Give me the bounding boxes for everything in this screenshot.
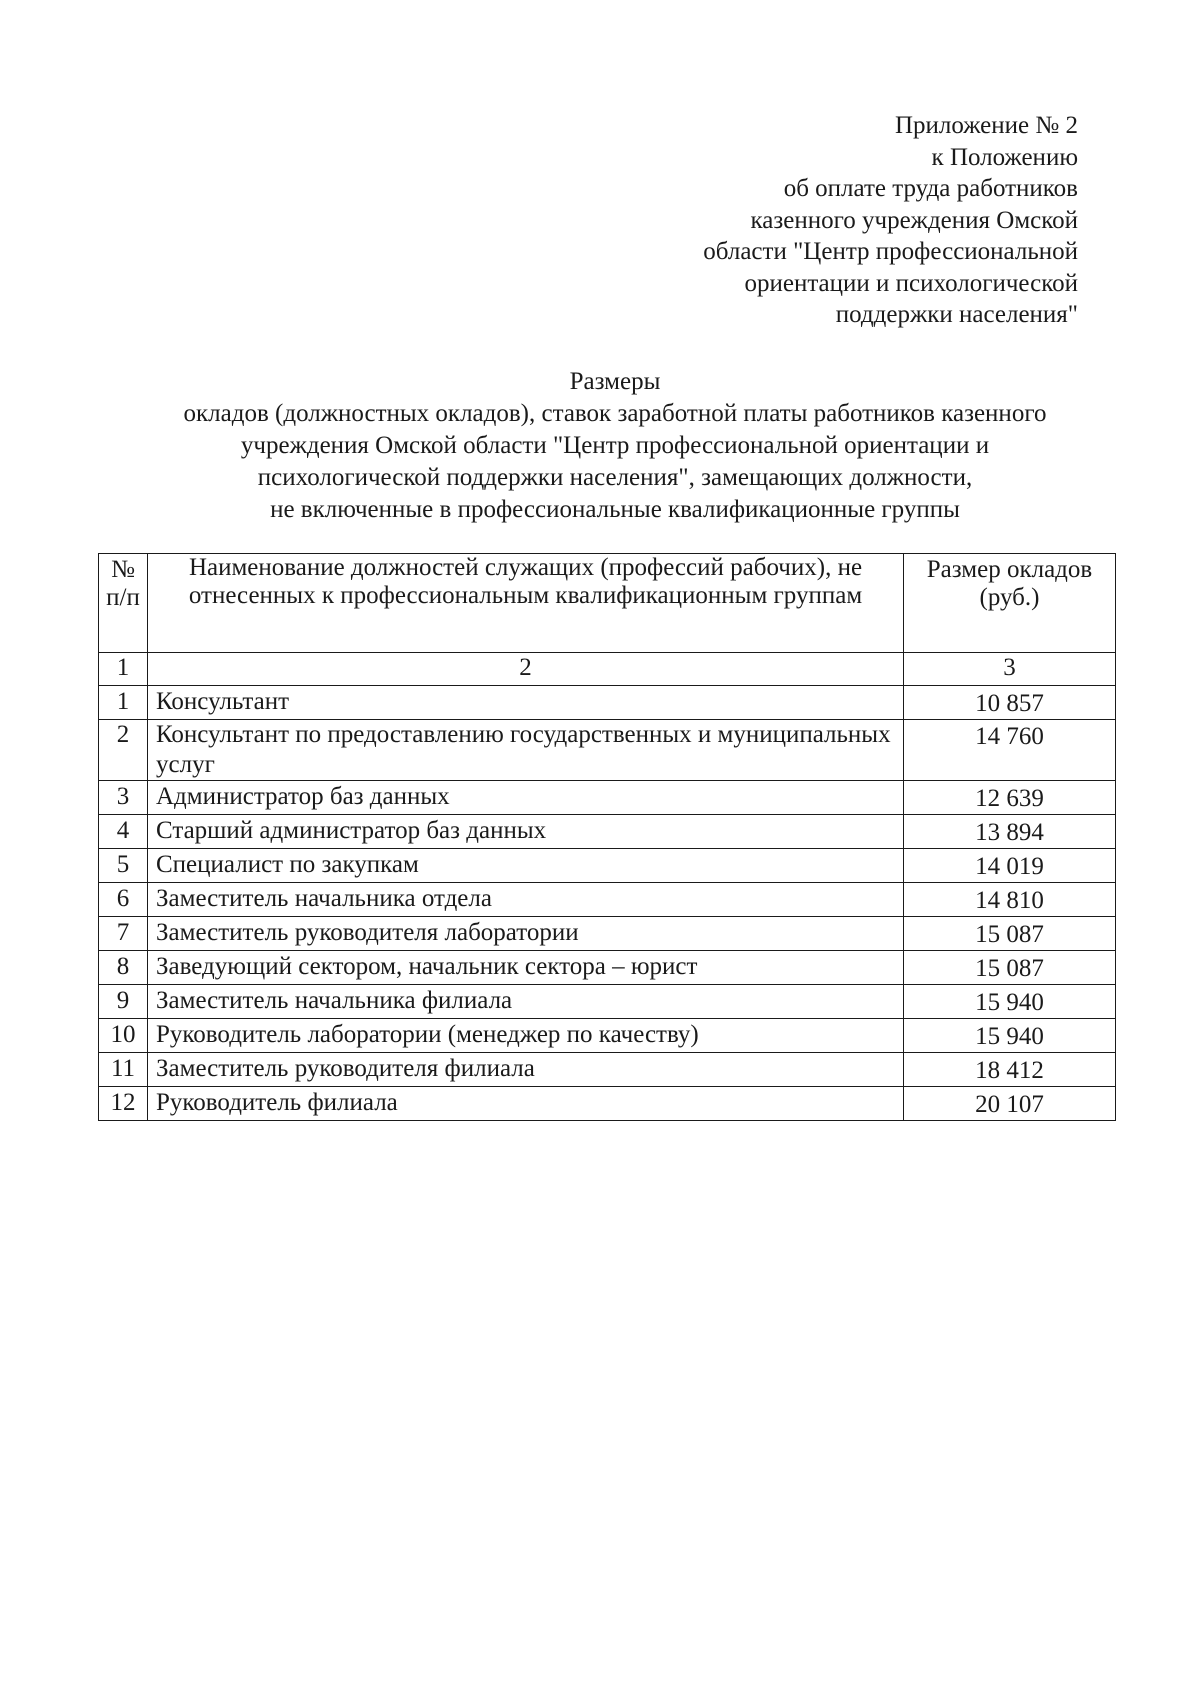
salary-value: 15 940 <box>904 985 1116 1019</box>
salary-value: 18 412 <box>904 1053 1116 1087</box>
salary-value: 14 760 <box>904 720 1116 781</box>
table-row <box>99 951 1116 985</box>
row-number: 10 <box>99 1019 148 1053</box>
appendix-line: Приложение № 2 <box>894 112 1078 139</box>
row-number: 9 <box>99 985 148 1019</box>
heading-title: Размеры <box>569 368 661 395</box>
row-number: 6 <box>99 883 148 917</box>
header-salary-unit: (руб.) <box>979 584 1040 611</box>
row-number: 1 <box>99 686 148 720</box>
header-position-name: Наименование должностей служащих (профессий рабочих), не отнесенных к профессиональным квалификационным группам <box>148 554 904 653</box>
position-name: Консультант <box>148 686 904 720</box>
table-row <box>99 781 1116 815</box>
heading-line: не включенные в профессиональные квалификационные группы <box>270 496 960 523</box>
table-header-row <box>99 554 1116 653</box>
row-number: 2 <box>99 720 148 781</box>
column-index-row <box>99 653 1116 686</box>
salary-value: 10 857 <box>904 686 1116 720</box>
row-number: 12 <box>99 1087 148 1121</box>
salary-table <box>98 553 1116 1121</box>
table-row <box>99 985 1116 1019</box>
table-row <box>99 1053 1116 1087</box>
salary-value: 15 940 <box>904 1019 1116 1053</box>
table-row <box>99 849 1116 883</box>
table-row <box>99 917 1116 951</box>
header-salary-label: Размер окладов <box>926 556 1093 583</box>
document-heading <box>95 366 1135 526</box>
heading-line: учреждения Омской области "Центр профессиональной ориентации и <box>240 432 990 459</box>
heading-line: окладов (должностных окладов), ставок заработной платы работников казенного <box>183 400 1047 427</box>
table-row <box>99 883 1116 917</box>
salary-value: 20 107 <box>904 1087 1116 1121</box>
position-name: Специалист по закупкам <box>148 849 904 883</box>
header-number-abbr: п/п <box>106 584 140 611</box>
column-index: 2 <box>148 653 904 686</box>
appendix-line: об оплате труда работников <box>783 175 1078 202</box>
position-name: Заместитель руководителя лаборатории <box>148 917 904 951</box>
appendix-reference <box>703 110 1078 331</box>
salary-value: 15 087 <box>904 917 1116 951</box>
salary-value: 14 810 <box>904 883 1116 917</box>
row-number: 8 <box>99 951 148 985</box>
heading-line: психологической поддержки населения", замещающих должности, <box>257 464 973 491</box>
position-name: Консультант по предоставлению государственных и муниципальных услуг <box>148 720 904 781</box>
table-row <box>99 1019 1116 1053</box>
salary-value: 12 639 <box>904 781 1116 815</box>
position-name: Заведующий сектором, начальник сектора – юрист <box>148 951 904 985</box>
header-salary-size <box>904 554 1116 653</box>
salary-value: 13 894 <box>904 815 1116 849</box>
appendix-line: поддержки населения" <box>835 301 1078 328</box>
row-number: 4 <box>99 815 148 849</box>
position-name: Заместитель начальника отдела <box>148 883 904 917</box>
appendix-line: казенного учреждения Омской <box>750 206 1078 234</box>
header-number <box>99 554 148 653</box>
salary-value: 14 019 <box>904 849 1116 883</box>
position-name: Руководитель лаборатории (менеджер по качеству) <box>148 1019 904 1053</box>
table-row <box>99 815 1116 849</box>
position-name: Старший администратор баз данных <box>148 815 904 849</box>
position-name: Заместитель начальника филиала <box>148 985 904 1019</box>
appendix-line: к Положению <box>931 143 1078 171</box>
position-name: Администратор баз данных <box>148 781 904 815</box>
column-index: 1 <box>99 653 148 686</box>
table-row <box>99 1087 1116 1121</box>
table-row <box>99 720 1116 781</box>
table-row <box>99 686 1116 720</box>
row-number: 3 <box>99 781 148 815</box>
position-name: Руководитель филиала <box>148 1087 904 1121</box>
appendix-line: области "Центр профессиональной <box>703 238 1078 265</box>
appendix-line: ориентации и психологической <box>744 269 1078 297</box>
salary-value: 15 087 <box>904 951 1116 985</box>
row-number: 5 <box>99 849 148 883</box>
row-number: 7 <box>99 917 148 951</box>
column-index: 3 <box>904 653 1116 686</box>
header-number-symbol: № <box>111 556 135 583</box>
row-number: 11 <box>99 1053 148 1087</box>
position-name: Заместитель руководителя филиала <box>148 1053 904 1087</box>
